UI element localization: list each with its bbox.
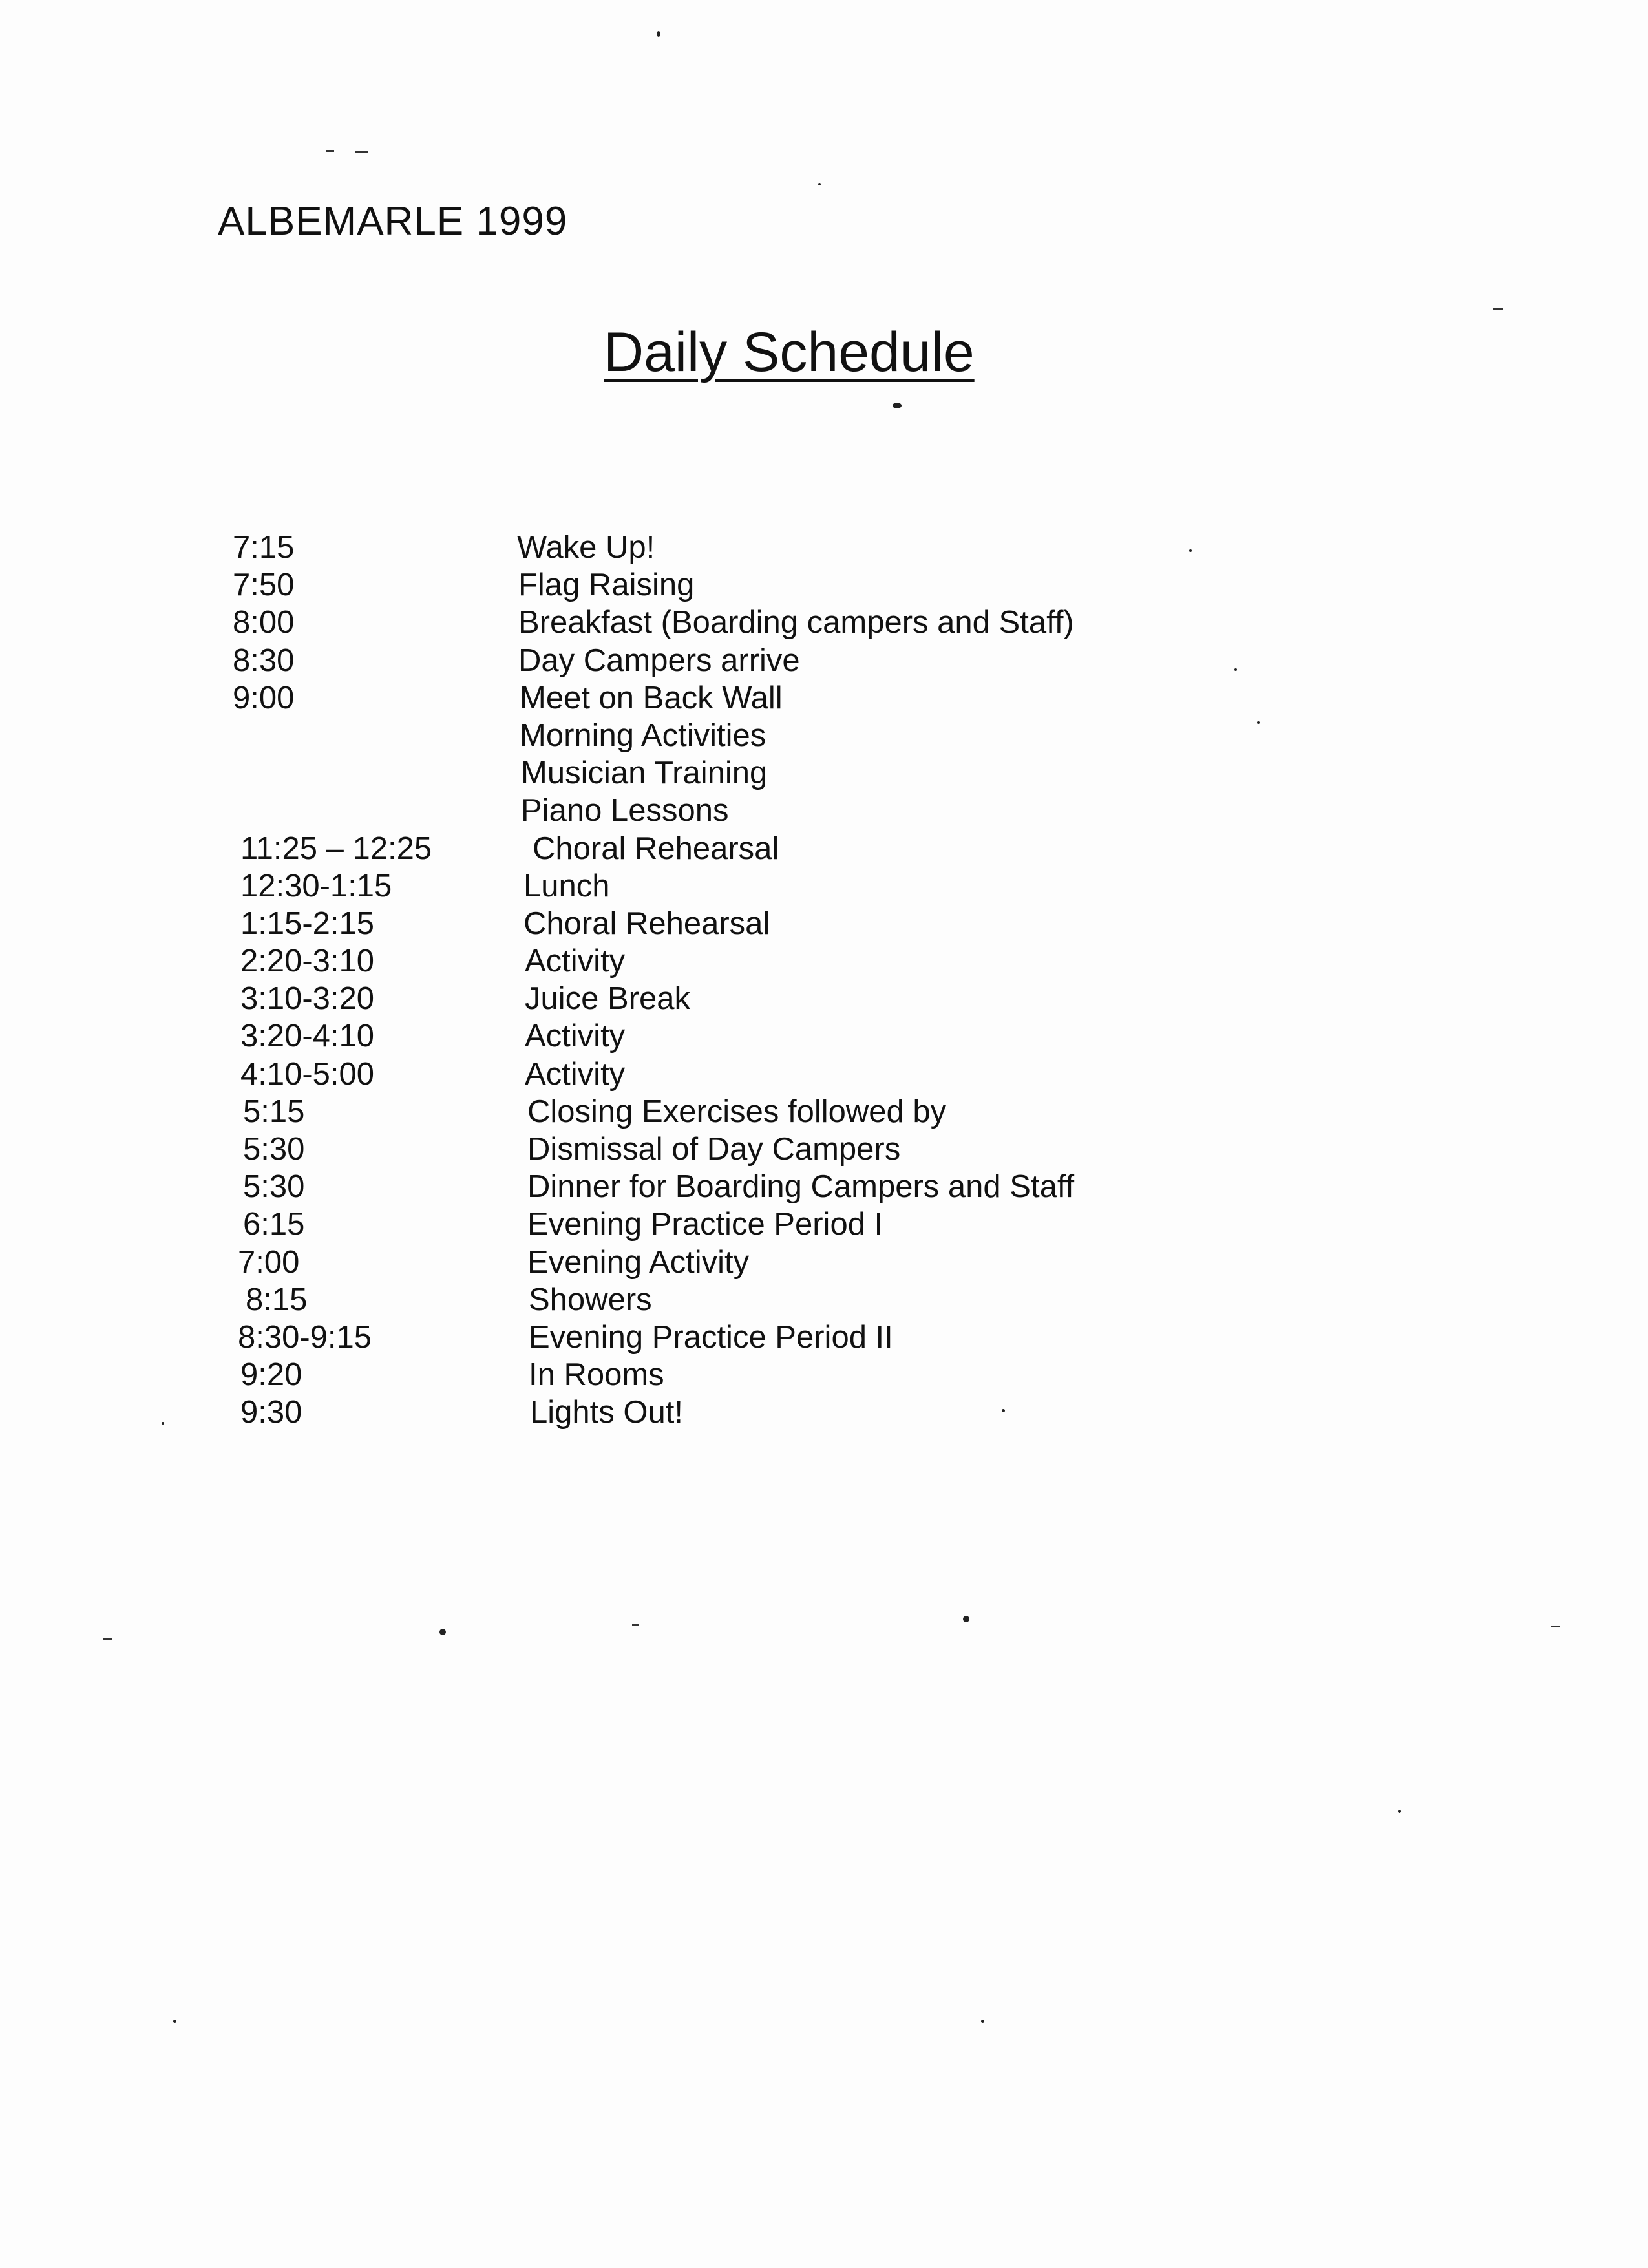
schedule-time: 8:30-9:15: [238, 1319, 372, 1355]
document-title: Daily Schedule: [604, 321, 975, 383]
scan-mark: [1493, 308, 1503, 310]
schedule-row: [233, 1168, 1137, 1205]
schedule-list: [233, 529, 1137, 1432]
scan-speck: [981, 2020, 984, 2023]
schedule-activity: Piano Lessons: [521, 793, 729, 829]
schedule-time: 5:30: [243, 1132, 305, 1167]
scan-mark: [103, 1638, 112, 1640]
schedule-activity: Evening Practice Period II: [529, 1319, 893, 1355]
schedule-row: [233, 1093, 1137, 1130]
schedule-time: 1:15-2:15: [240, 906, 375, 941]
schedule-row: [233, 792, 1137, 829]
schedule-activity: Closing Exercises followed by: [527, 1094, 947, 1129]
schedule-row: [233, 942, 1137, 980]
schedule-activity: Musician Training: [521, 756, 768, 791]
schedule-time: 9:30: [240, 1395, 302, 1430]
schedule-row: [233, 980, 1137, 1017]
schedule-activity: Activity: [525, 944, 626, 979]
schedule-time: 3:10-3:20: [240, 981, 375, 1017]
schedule-row: [233, 642, 1137, 679]
scan-speck: [1189, 549, 1192, 552]
schedule-activity: Morning Activities: [520, 717, 766, 753]
schedule-time: 7:00: [238, 1244, 300, 1280]
schedule-time: 11:25 – 12:25: [240, 831, 432, 866]
schedule-row: [233, 1244, 1137, 1281]
schedule-row: [233, 717, 1137, 754]
schedule-row: [233, 1319, 1137, 1356]
scan-speck: [818, 183, 821, 185]
schedule-activity: Choral Rehearsal: [533, 831, 779, 866]
scan-speck: [1234, 668, 1237, 671]
scan-speck: [657, 31, 660, 37]
schedule-activity: Activity: [525, 1056, 626, 1092]
scan-speck: [162, 1422, 164, 1425]
schedule-row: [233, 529, 1137, 566]
schedule-time: 8:30: [233, 642, 295, 678]
schedule-row: [233, 1130, 1137, 1168]
scan-mark: [355, 151, 368, 153]
scan-speck: [1398, 1810, 1401, 1813]
schedule-row: [233, 1281, 1137, 1319]
scan-speck: [1257, 721, 1260, 724]
scan-speck: [439, 1629, 446, 1635]
schedule-activity: Flag Raising: [518, 567, 695, 603]
schedule-time: 7:15: [233, 530, 295, 565]
schedule-row: [233, 754, 1137, 792]
schedule-activity: Evening Activity: [527, 1244, 750, 1280]
schedule-activity: Showers: [529, 1282, 652, 1317]
schedule-row: [233, 1017, 1137, 1055]
scan-speck: [173, 2020, 176, 2023]
schedule-time: 12:30-1:15: [240, 868, 392, 904]
schedule-time: 9:00: [233, 680, 295, 715]
schedule-activity: Wake Up!: [517, 530, 655, 565]
schedule-row: [233, 1205, 1137, 1243]
schedule-time: 8:00: [233, 605, 295, 641]
schedule-row: [233, 905, 1137, 942]
schedule-time: 7:50: [233, 567, 295, 603]
schedule-time: 8:15: [246, 1282, 308, 1317]
schedule-activity: In Rooms: [529, 1357, 664, 1393]
schedule-activity: Juice Break: [525, 981, 691, 1017]
document-heading: ALBEMARLE 1999: [218, 199, 568, 244]
schedule-activity: Breakfast (Boarding campers and Staff): [518, 605, 1074, 641]
schedule-activity: Meet on Back Wall: [520, 680, 783, 715]
schedule-activity: Activity: [525, 1019, 626, 1054]
scan-mark: [632, 1624, 639, 1626]
schedule-time: 5:30: [243, 1169, 305, 1205]
schedule-row: [233, 830, 1137, 867]
schedule-time: 3:20-4:10: [240, 1019, 375, 1054]
schedule-row: [233, 1055, 1137, 1093]
scan-speck: [893, 403, 902, 408]
schedule-activity: Day Campers arrive: [518, 642, 800, 678]
schedule-row: [233, 1394, 1137, 1431]
schedule-time: 2:20-3:10: [240, 944, 375, 979]
schedule-activity: Lights Out!: [530, 1395, 683, 1430]
schedule-row: [233, 604, 1137, 641]
schedule-activity: Lunch: [523, 868, 610, 904]
schedule-activity: Dinner for Boarding Campers and Staff: [527, 1169, 1075, 1205]
schedule-row: [233, 867, 1137, 905]
schedule-activity: Evening Practice Period I: [527, 1207, 883, 1242]
schedule-time: 5:15: [243, 1094, 305, 1129]
scan-speck: [963, 1616, 969, 1622]
schedule-activity: Dismissal of Day Campers: [527, 1132, 901, 1167]
schedule-activity: Choral Rehearsal: [523, 906, 770, 941]
schedule-row: [233, 679, 1137, 717]
scan-mark: [326, 150, 334, 152]
scan-mark: [1551, 1626, 1560, 1627]
schedule-time: 6:15: [243, 1207, 305, 1242]
schedule-time: 4:10-5:00: [240, 1056, 375, 1092]
schedule-time: 9:20: [240, 1357, 302, 1393]
schedule-row: [233, 1356, 1137, 1394]
schedule-row: [233, 566, 1137, 604]
